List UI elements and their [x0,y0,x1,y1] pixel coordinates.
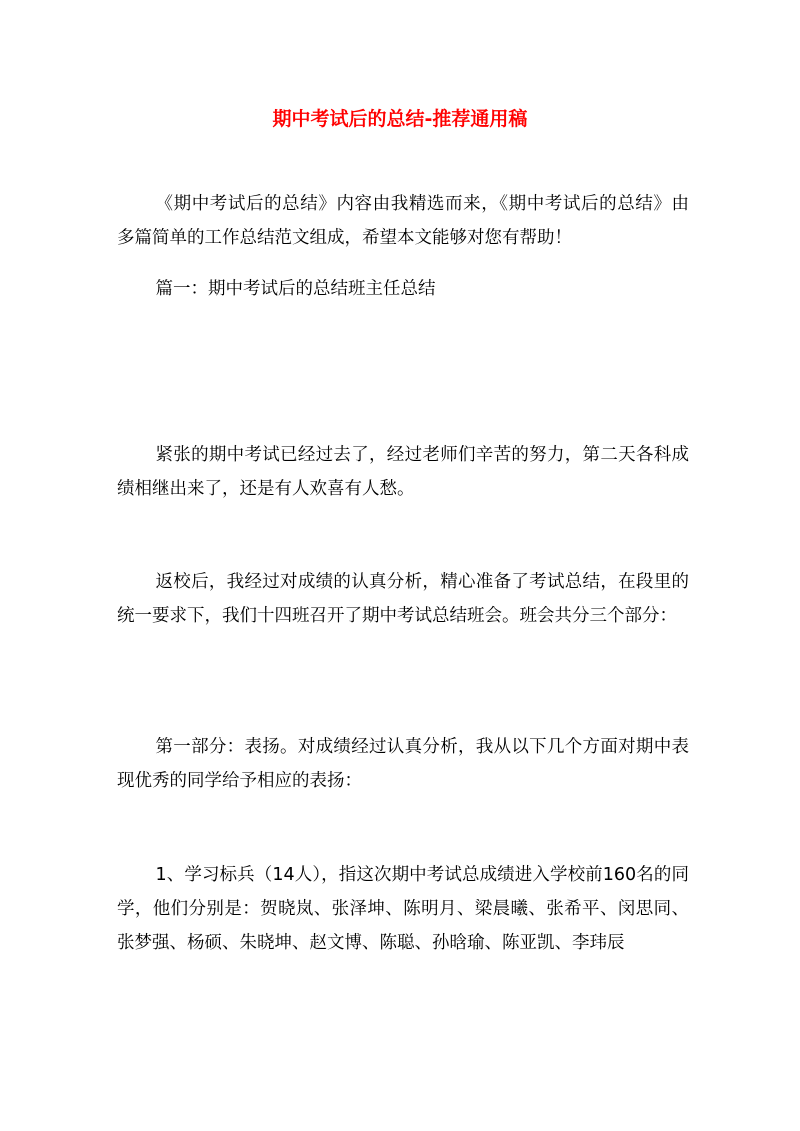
intro-paragraph: 《期中考试后的总结》内容由我精选而来，《期中考试后的总结》由多篇简单的工作总结范文组成，希望本文能够对您有帮助！ [117,194,689,248]
paragraph-3: 第一部分：表扬。对成绩经过认真分析，我从以下几个方面对期中表现优秀的同学给予相应的表扬： [117,737,689,791]
paragraph-1: 紧张的期中考试已经过去了，经过老师们辛苦的努力，第二天各科成绩相继出来了，还是有人欢喜有人愁。 [117,445,689,499]
paragraph-2: 返校后，我经过对成绩的认真分析，精心准备了考试总结，在段里的统一要求下，我们十四班召开了期中考试总结班会。班会共分三个部分： [117,572,689,626]
paragraph-4: 1、学习标兵（14人），指这次期中考试总成绩进入学校前160名的同学，他们分别是：贺晓岚、张泽坤、陈明月、梁晨曦、张希平、闵思同、张梦强、杨硕、朱晓坤、赵文博、陈聪、孙晗瑜、陈亚凯、李玮辰 [117,865,689,953]
section-heading: 篇一：期中考试后的总结班主任总结 [155,279,436,299]
document-title: 期中考试后的总结-推荐通用稿 [272,108,528,130]
